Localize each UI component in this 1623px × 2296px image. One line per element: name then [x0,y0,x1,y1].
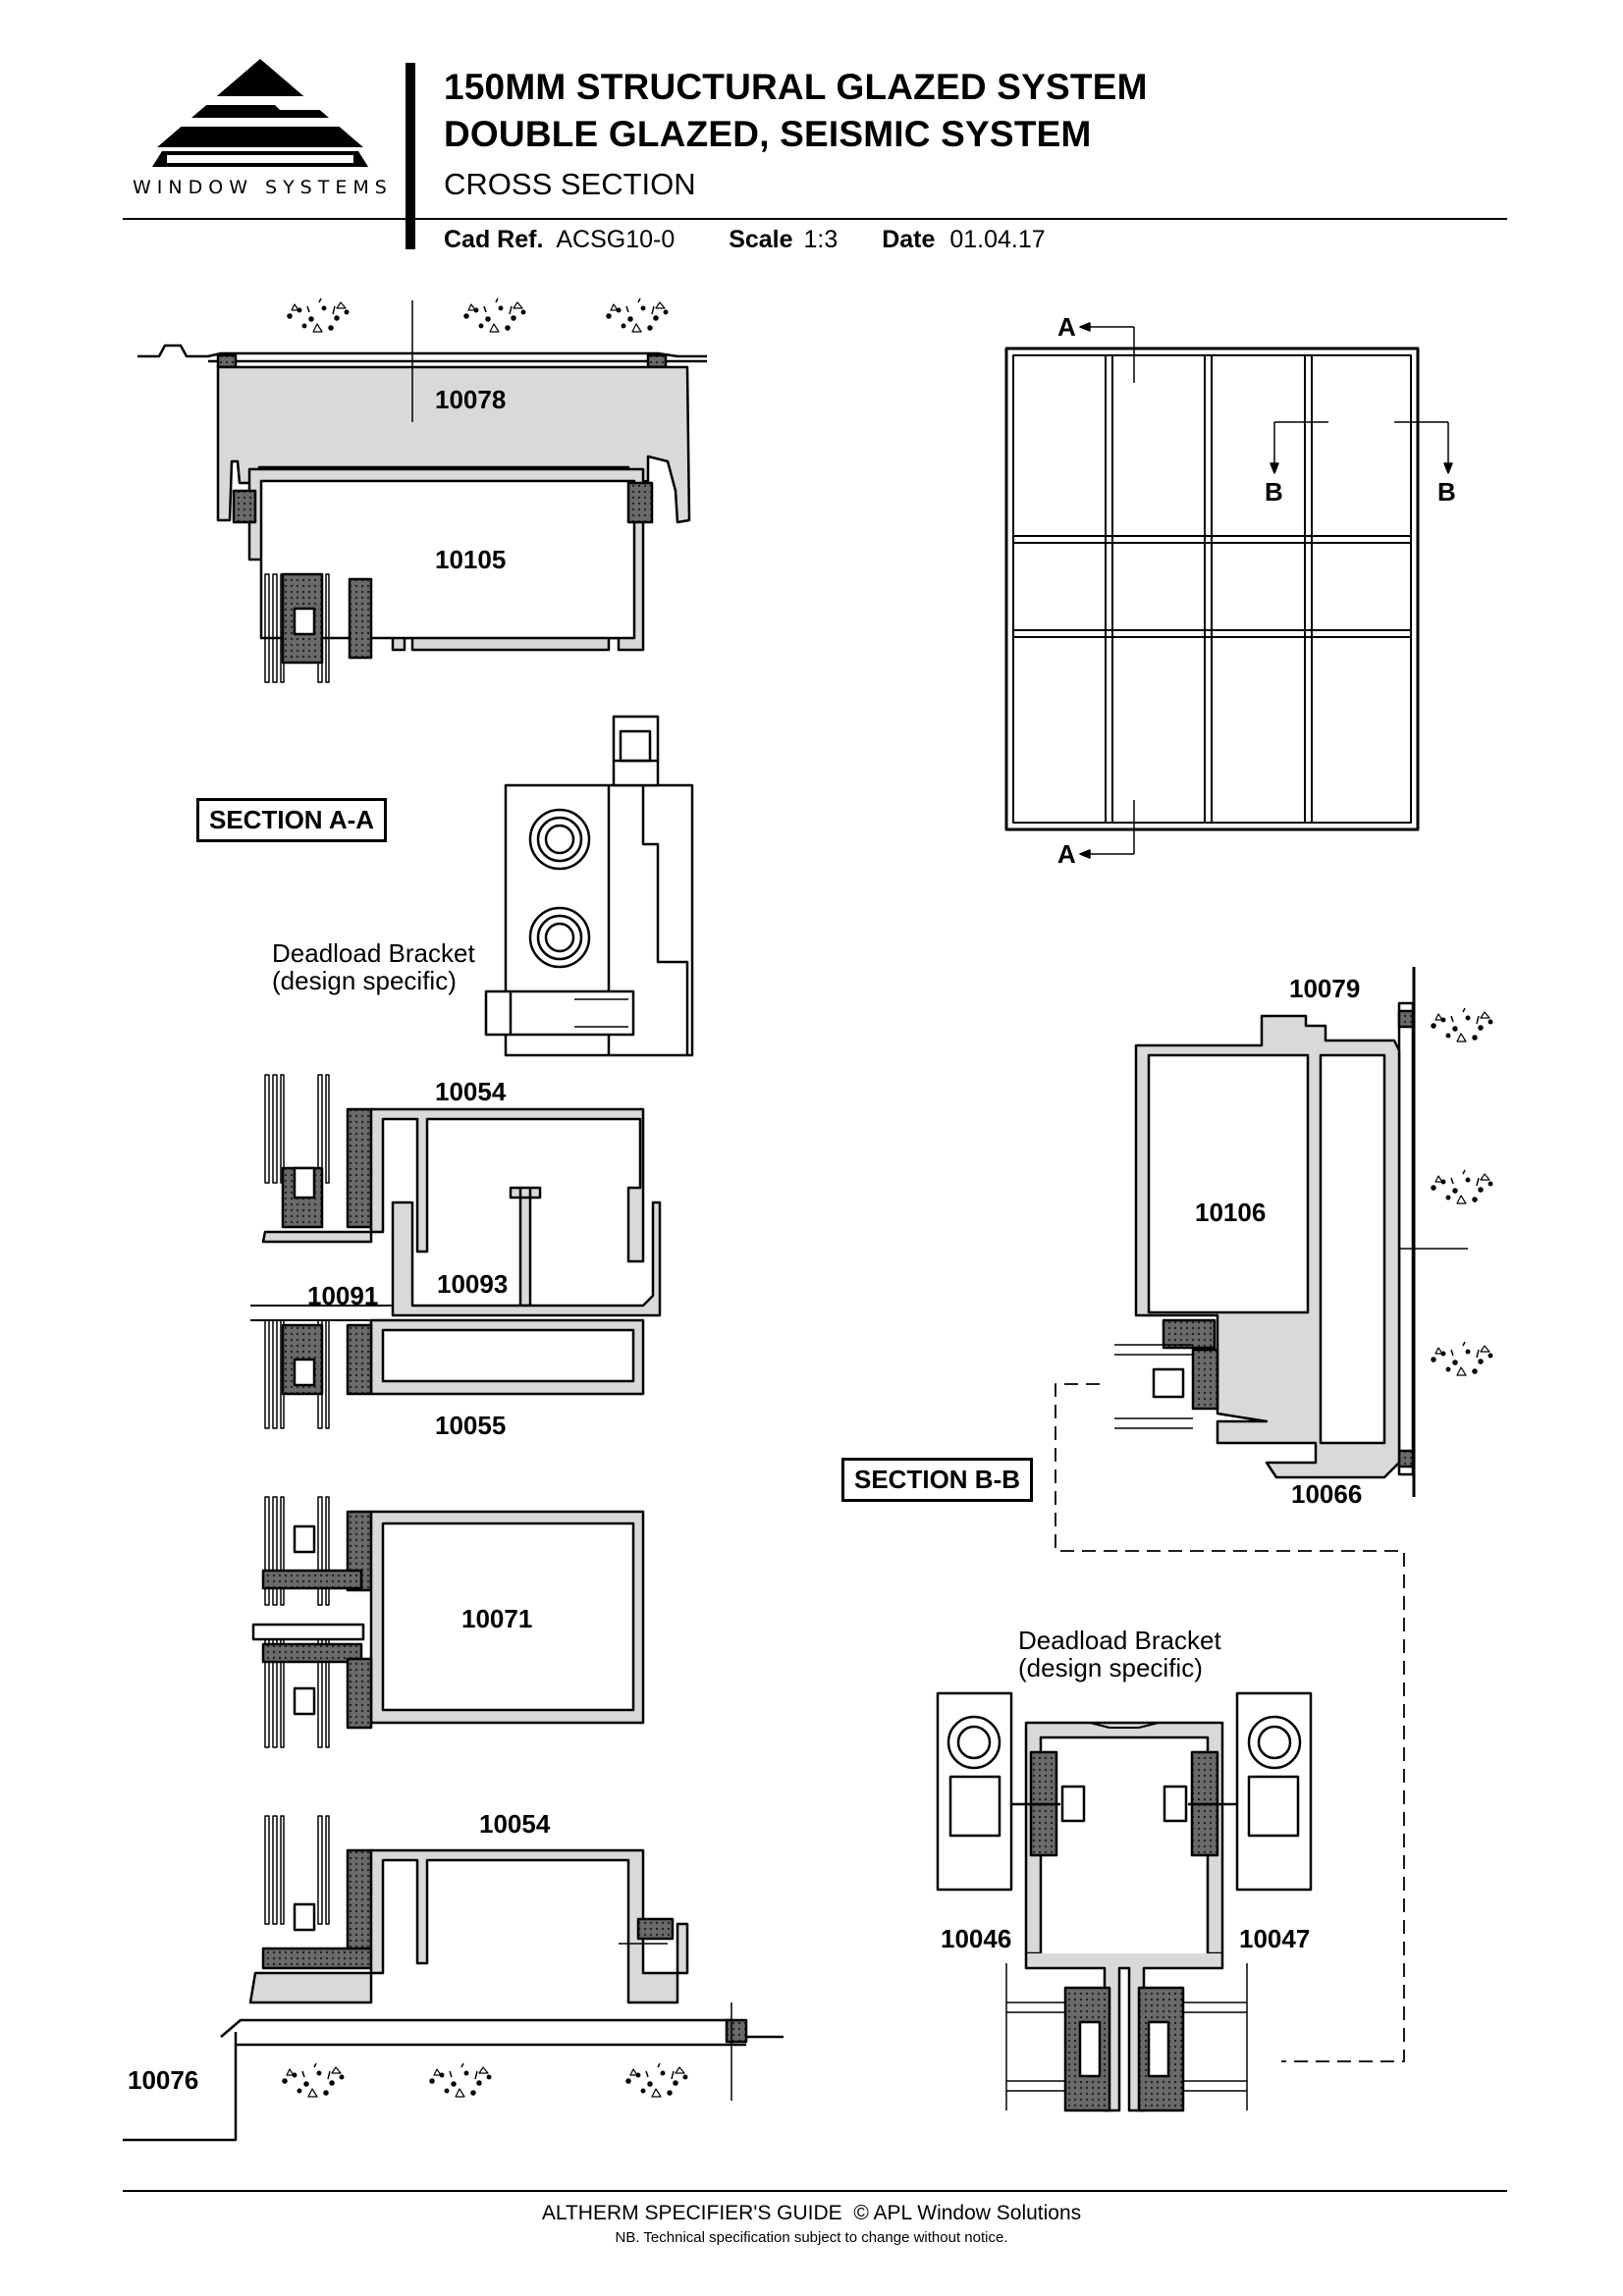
date-value: 01.04.17 [949,226,1046,253]
deadload-note-2-line1: Deadload Bracket [1018,1626,1221,1655]
part-10106: 10106 [1195,1198,1267,1227]
mullion-detail [253,1497,643,1747]
transom-detail [250,1075,660,1428]
deadload-note-2-line2: (design specific) [1018,1653,1203,1682]
elevation-marker-b-left: B [1265,477,1283,507]
part-10105: 10105 [435,545,507,574]
part-10047: 10047 [1239,1924,1311,1953]
section-bb-label: SECTION B-B [841,1458,1033,1502]
part-10091: 10091 [307,1281,379,1310]
cad-ref-label: Cad Ref. [444,226,544,253]
title-line-1: 150MM STRUCTURAL GLAZED SYSTEM [444,67,1148,107]
head-glass [265,574,371,682]
deadload-bracket-1 [486,717,692,1055]
scale-value: 1:3 [803,226,839,253]
page-subtitle: CROSS SECTION [444,167,696,201]
section-aa-label: SECTION A-A [196,798,387,842]
deadload-note-1-line1: Deadload Bracket [272,938,475,968]
footer-copyright: ALTHERM SPECIFIER'S GUIDE © APL Window Solutions [541,2202,1082,2224]
logo-tagline: WINDOW SYSTEMS [133,177,393,198]
title-line-2: DOUBLE GLAZED, SEISMIC SYSTEM [444,114,1092,154]
elevation [1006,323,1452,858]
deadload-note-1 [272,939,475,994]
part-10055: 10055 [435,1411,507,1440]
part-10071: 10071 [461,1604,533,1633]
scale-label: Scale [729,226,793,253]
part-10054-transom: 10054 [435,1077,507,1106]
part-10093: 10093 [437,1269,509,1299]
part-10078: 10078 [435,385,507,414]
section-bb-detail [1055,967,1491,2061]
part-10046: 10046 [941,1924,1012,1953]
deadload-note-2 [1018,1627,1221,1682]
sill-detail [123,1816,784,2140]
part-10076: 10076 [128,2065,199,2095]
elevation-marker-b-right: B [1437,477,1456,507]
date-label: Date [882,226,936,253]
elevation-marker-a-bottom: A [1057,839,1076,869]
part-10079: 10079 [1289,974,1361,1003]
part-10066: 10066 [1291,1479,1363,1509]
cad-ref-value: ACSG10-0 [556,226,676,253]
elevation-marker-a-top: A [1057,312,1076,342]
deadload-note-1-line2: (design specific) [272,966,457,995]
part-10054-sill: 10054 [479,1809,551,1839]
deadload-bracket-2 [938,1693,1311,2110]
footer-disclaimer: NB. Technical specification subject to change without notice. [615,2229,1008,2246]
head-detail [137,298,707,682]
